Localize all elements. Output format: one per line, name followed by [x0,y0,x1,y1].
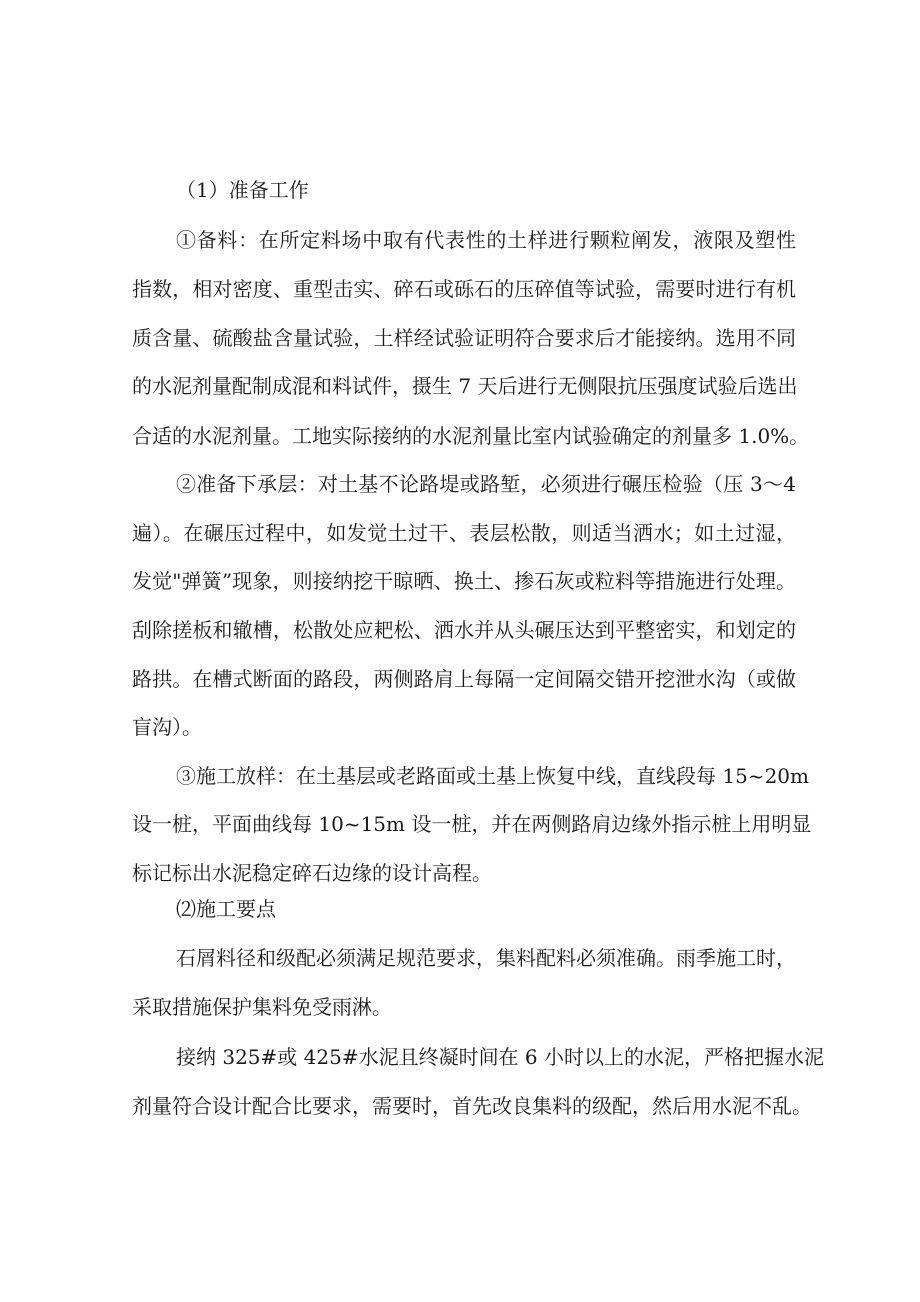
paragraph-line: 标记标出水泥稳定碎石边缘的设计高程。 [132,861,492,885]
paragraph-line: 刮除搓板和辙槽，松散处应耙松、洒水并从头碾压达到平整密实，和划定的 [132,618,796,642]
paragraph-line: 遍）。在碾压过程中，如发觉土过干、表层松散，则适当洒水；如土过湿， [132,521,796,545]
paragraph-line: 路拱。在槽式断面的路段，两侧路肩上每隔一定间隔交错开挖泄水沟（或做 [132,667,796,691]
paragraph-line: 接纳 325#或 425#水泥且终凝时间在 6 小时以上的水泥，严格把握水泥 [176,1045,825,1069]
section-heading-key-points: ⑵施工要点 [176,897,276,921]
paragraph-line: 剂量符合设计配合比要求，需要时，首先改良集料的级配，然后用水泥不乱。 [132,1094,812,1118]
paragraph-line: ③施工放样：在土基层或老路面或土基上恢复中线，直线段每 15~20m [176,764,809,788]
section-heading-preparation: （1）准备工作 [176,178,309,202]
paragraph-line: ②准备下承层：对土基不论路堤或路堑，必须进行碾压检验（压 3～4 [176,472,796,496]
paragraph-line: 质含量、硫酸盐含量试验，土样经试验证明符合要求后才能接纳。选用不同 [132,326,796,350]
paragraph-line: 石屑料径和级配必须满足规范要求，集料配料必须准确。雨季施工时， [176,946,796,970]
paragraph-line: 的水泥剂量配制成混和料试件，摄生 7 天后进行无侧限抗压强度试验后选出 [132,374,798,398]
paragraph-line: 盲沟）。 [132,715,202,739]
paragraph-line: 指数，相对密度、重型击实、碎石或砾石的压碎值等试验，需要时进行有机 [132,277,796,301]
paragraph-line: ①备料：在所定料场中取有代表性的土样进行颗粒阐发，液限及塑性 [176,228,796,252]
paragraph-line: 采取措施保护集料免受雨淋。 [132,995,392,1019]
paragraph-line: 合适的水泥剂量。工地实际接纳的水泥剂量比室内试验确定的剂量多 1.0%。 [132,424,810,448]
paragraph-line: 发觉"弹簧”现象，则接纳挖干晾晒、换土、掺石灰或粒料等措施进行处理。 [132,569,796,593]
paragraph-line: 设一桩，平面曲线每 10~15m 设一桩，并在两侧路肩边缘外指示桩上用明显 [132,812,812,836]
